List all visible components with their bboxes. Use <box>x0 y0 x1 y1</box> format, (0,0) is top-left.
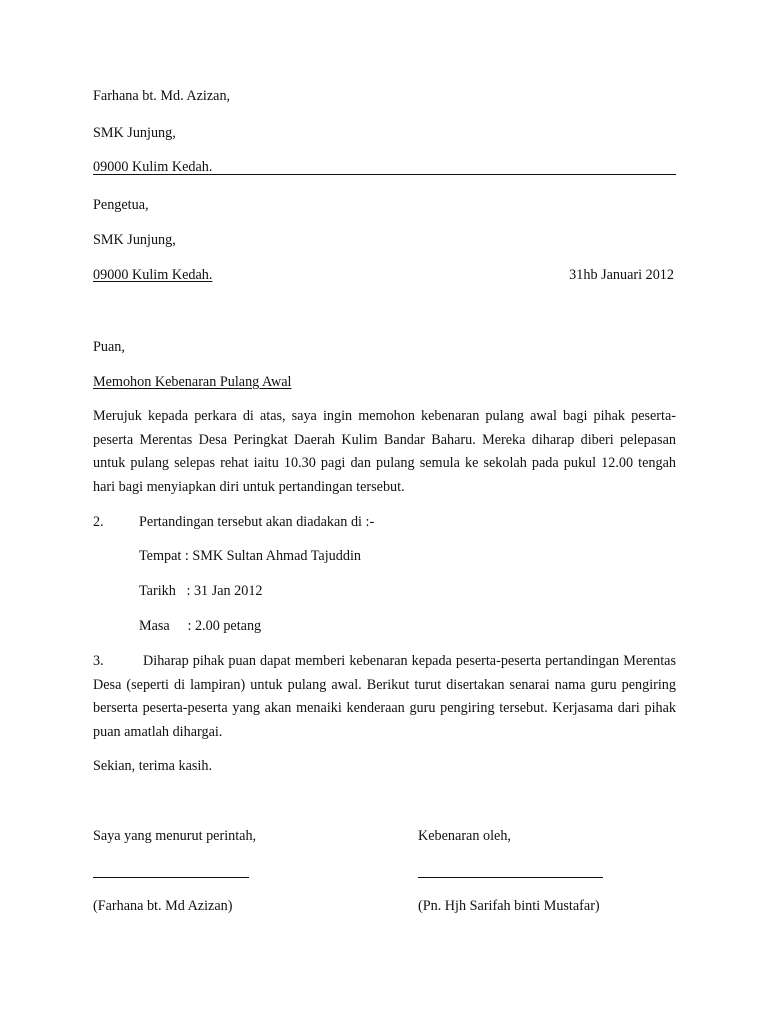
closing: Sekian, terima kasih. <box>93 758 212 774</box>
point-2-number: 2. <box>93 514 104 530</box>
subject-line: Memohon Kebenaran Pulang Awal <box>93 374 292 390</box>
time-line: Masa : 2.00 petang <box>139 618 262 634</box>
paragraph-1: Merujuk kepada perkara di atas, saya ingin memohon kebenaran pulang awal bagi pihak peserta-peserta Merentas Desa Peringkat Daerah Kulim Bandar Baharu. Mereka diharap diberi pelepasan untuk pulang selepas rehat iaitu 10.30 pagi dan pulang semula ke sekolah pada pukul 12.00 tengah hari bagi menyiapkan diri untuk pertandingan tersebut. <box>93 408 676 495</box>
paragraph-3 <box>93 650 676 744</box>
sender-school: SMK Junjung, <box>93 125 176 141</box>
signature-left-name: (Farhana bt. Md Azizan) <box>93 898 233 914</box>
point-2-text: Pertandingan tersebut akan diadakan di :- <box>139 514 375 530</box>
recipient-title: Pengetua, <box>93 197 149 213</box>
sender-address: 09000 Kulim Kedah. <box>93 159 213 175</box>
signature-right-label: Kebenaran oleh, <box>418 828 511 844</box>
letter-date: 31hb Januari 2012 <box>569 267 674 283</box>
point-3-text: Diharap pihak puan dapat memberi kebenaran kepada peserta-peserta pertandingan Merentas Desa (seperti di lampiran) untuk pulang awal. Berikut turut disertakan senarai nama guru pengiring berserta peserta-peserta yang akan menaiki kenderaan guru pengiring tersebut. Kerjasama dari pihak puan amatlah dihargai. <box>93 653 676 740</box>
recipient-address: 09000 Kulim Kedah. <box>93 267 213 283</box>
header-divider <box>93 174 676 175</box>
date-line: Tarikh : 31 Jan 2012 <box>139 583 263 599</box>
point-3-number: 3. <box>93 653 104 669</box>
signature-left-label: Saya yang menurut perintah, <box>93 828 257 844</box>
recipient-school: SMK Junjung, <box>93 232 176 248</box>
signature-right-name: (Pn. Hjh Sarifah binti Mustafar) <box>418 898 600 914</box>
signature-left-line <box>93 877 249 878</box>
venue-line: Tempat : SMK Sultan Ahmad Tajuddin <box>139 548 361 564</box>
salutation: Puan, <box>93 339 125 355</box>
signature-right-line <box>418 877 603 878</box>
sender-name: Farhana bt. Md. Azizan, <box>93 88 231 104</box>
